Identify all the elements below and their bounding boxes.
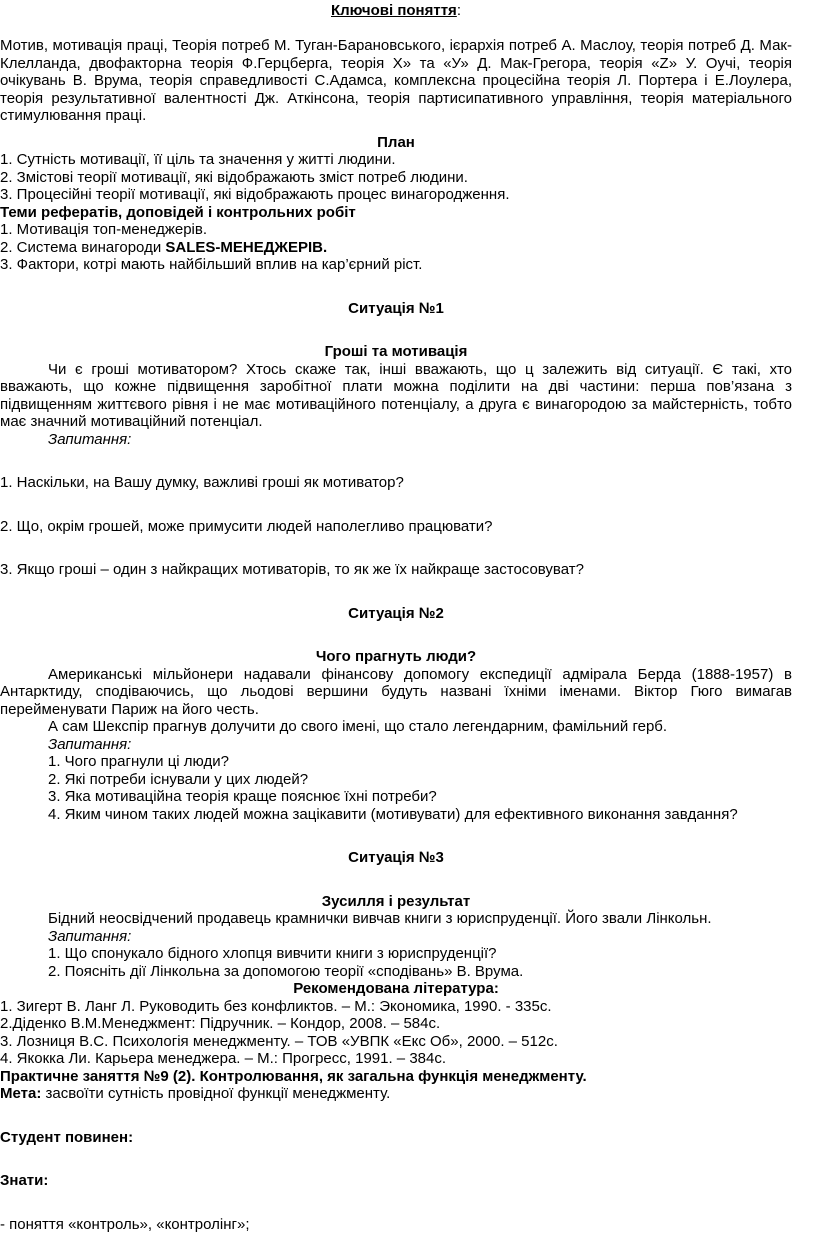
situation1-title: Гроші та мотивація (324, 343, 468, 360)
practical-title: Практичне заняття №9 (2). Контролювання, як загальна функція менеджменту. (0, 1067, 587, 1085)
literature-item: 2.Діденко В.М.Менеджмент: Підручник. – Кондор, 2008. – 584с. (0, 1015, 441, 1032)
situation2-question: 2. Які потреби існували у цих людей? (48, 770, 309, 788)
plan-item: 1. Сутність мотивації, її ціль та значення у житті людини. (0, 151, 396, 168)
literature-item: 3. Лозниця В.С. Психологія менеджменту. – ТОВ «УВПК «Екс Об», 2000. – 512с. (0, 1032, 558, 1050)
literature-item: 4. Якокка Ли. Карьера менеджера. – М.: Прогресс, 1991. – 384с. (0, 1050, 447, 1067)
know-label: Знати: (0, 1172, 49, 1189)
situation1-question: 3. Якщо гроші – один з найкращих мотиваторів, то як же їх найкраще застосовуват? (0, 561, 584, 578)
topics-title: Теми рефератів, доповідей і контрольних робіт (0, 203, 356, 221)
situation2-text: А сам Шекспір прагнув долучити до свого імені, що стало легендарним, фамільний герб. (48, 718, 668, 735)
situation3-questions-label: Запитання: (48, 927, 132, 945)
topic-item-bold: SALES-МЕНЕДЖЕРІВ. (165, 238, 328, 256)
key-concepts-heading (0, 0, 792, 20)
situation3-title: Зусилля і результат (321, 892, 471, 910)
situation1-heading: Ситуація №1 (348, 299, 444, 317)
plan-item: 2. Змістові теорії мотивації, які відображають зміст потреб людини. (0, 168, 468, 186)
situation1-question: 2. Що, окрім грошей, може примусити людей наполегливо працювати? (0, 517, 493, 535)
goal-text: засвоїти сутність провідної функції менеджменту. (41, 1085, 391, 1102)
plan-title: План (377, 133, 415, 151)
know-item: - поняття «контроль», «контролінг»; (0, 1215, 250, 1233)
key-concepts-title: Ключові поняття (330, 2, 457, 19)
situation1-questions-label: Запитання: (48, 430, 132, 448)
goal-label: Мета: (0, 1085, 42, 1102)
situation3-question: 1. Що спонукало бідного хлопця вивчити книги з юриспруденції? (48, 945, 497, 962)
situation1-question: 1. Наскільки, на Вашу думку, важливі гроші як мотиватор? (0, 474, 404, 491)
key-concepts-colon: : (456, 2, 461, 19)
situation3-heading: Ситуація №3 (348, 849, 444, 866)
situation2-question: 1. Чого прагнули ці люди? (48, 753, 229, 770)
topic-item-text: 2. Система винагороди (0, 238, 166, 256)
situation3-question: 2. Поясніть дії Лінкольна за допомогою теорії «сподівань» В. Врума. (48, 962, 524, 980)
situation1-text: Чи є гроші мотиватором? Хтось скаже так, інші вважають, що ц залежить від ситуації. Є такі, хто вважають, що кожне підвищення заробітної плати можна поділити на дві частини: перша пов’язана з підвищенням життєвого рівня і не має мотиваційного потенціалу, а друга є винагородою за майстерність, тобто має значний мотиваційний потенціал. (0, 360, 792, 430)
situation2-questions-label: Запитання: (48, 735, 132, 753)
topic-item (0, 239, 792, 257)
literature-title: Рекомендована література: (293, 980, 499, 997)
situation2-text: Американські мільйонери надавали фінансову допомогу експедиції адмірала Берда (1888-1957) в Антарктиду, сподіваючись, що льодові вершини будуть названі їхніми іменами. Віктор Гюго вимагав перейменувати Париж на його честь. (0, 665, 792, 718)
situation2-heading: Ситуація №2 (348, 604, 444, 622)
topic-item: 3. Фактори, котрі мають найбільший вплив на кар’єрний ріст. (0, 256, 423, 273)
key-concepts-text: Мотив, мотивація праці, Теорія потреб М. Туган-Барановського, ієрархія потреб А. Маслоу, теорія потреб Д. Мак-Клелланда, двофакторна теорія Ф.Герцберга, теорія Х» та «У» Д. Мак-Грегора, теорія «Z» У. Оучі, теорія очікувань В. Врума, теорія справедливості С.Адамса, комплексна процесійна теорія Л. Портера і Е.Лоулера, теорія результативної валентності Дж. Аткінсона, теорія партисипативного управління, теорія матеріального стимулювання праці. (0, 37, 792, 124)
topic-item: 1. Мотивація топ-менеджерів. (0, 221, 208, 238)
situation3-text: Бідний неосвідчений продавець крамнички вивчав книги з юриспруденції. Його звали Лінкольн. (48, 910, 712, 927)
situation2-title: Чого прагнуть люди? (315, 648, 477, 665)
plan-item: 3. Процесійні теорії мотивації, які відображають процес винагородження. (0, 186, 510, 203)
practical-goal (0, 1085, 792, 1103)
literature-item: 1. Зигерт В. Ланг Л. Руководить без конфликтов. – М.: Экономика, 1990. - 335с. (0, 997, 552, 1015)
situation2-question: 3. Яка мотиваційна теорія краще пояснює їхні потреби? (48, 788, 437, 805)
student-must: Студент повинен: (0, 1128, 134, 1146)
situation2-question: 4. Яким чином таких людей можна зацікавити (мотивувати) для ефективного виконання завдання? (48, 805, 738, 823)
